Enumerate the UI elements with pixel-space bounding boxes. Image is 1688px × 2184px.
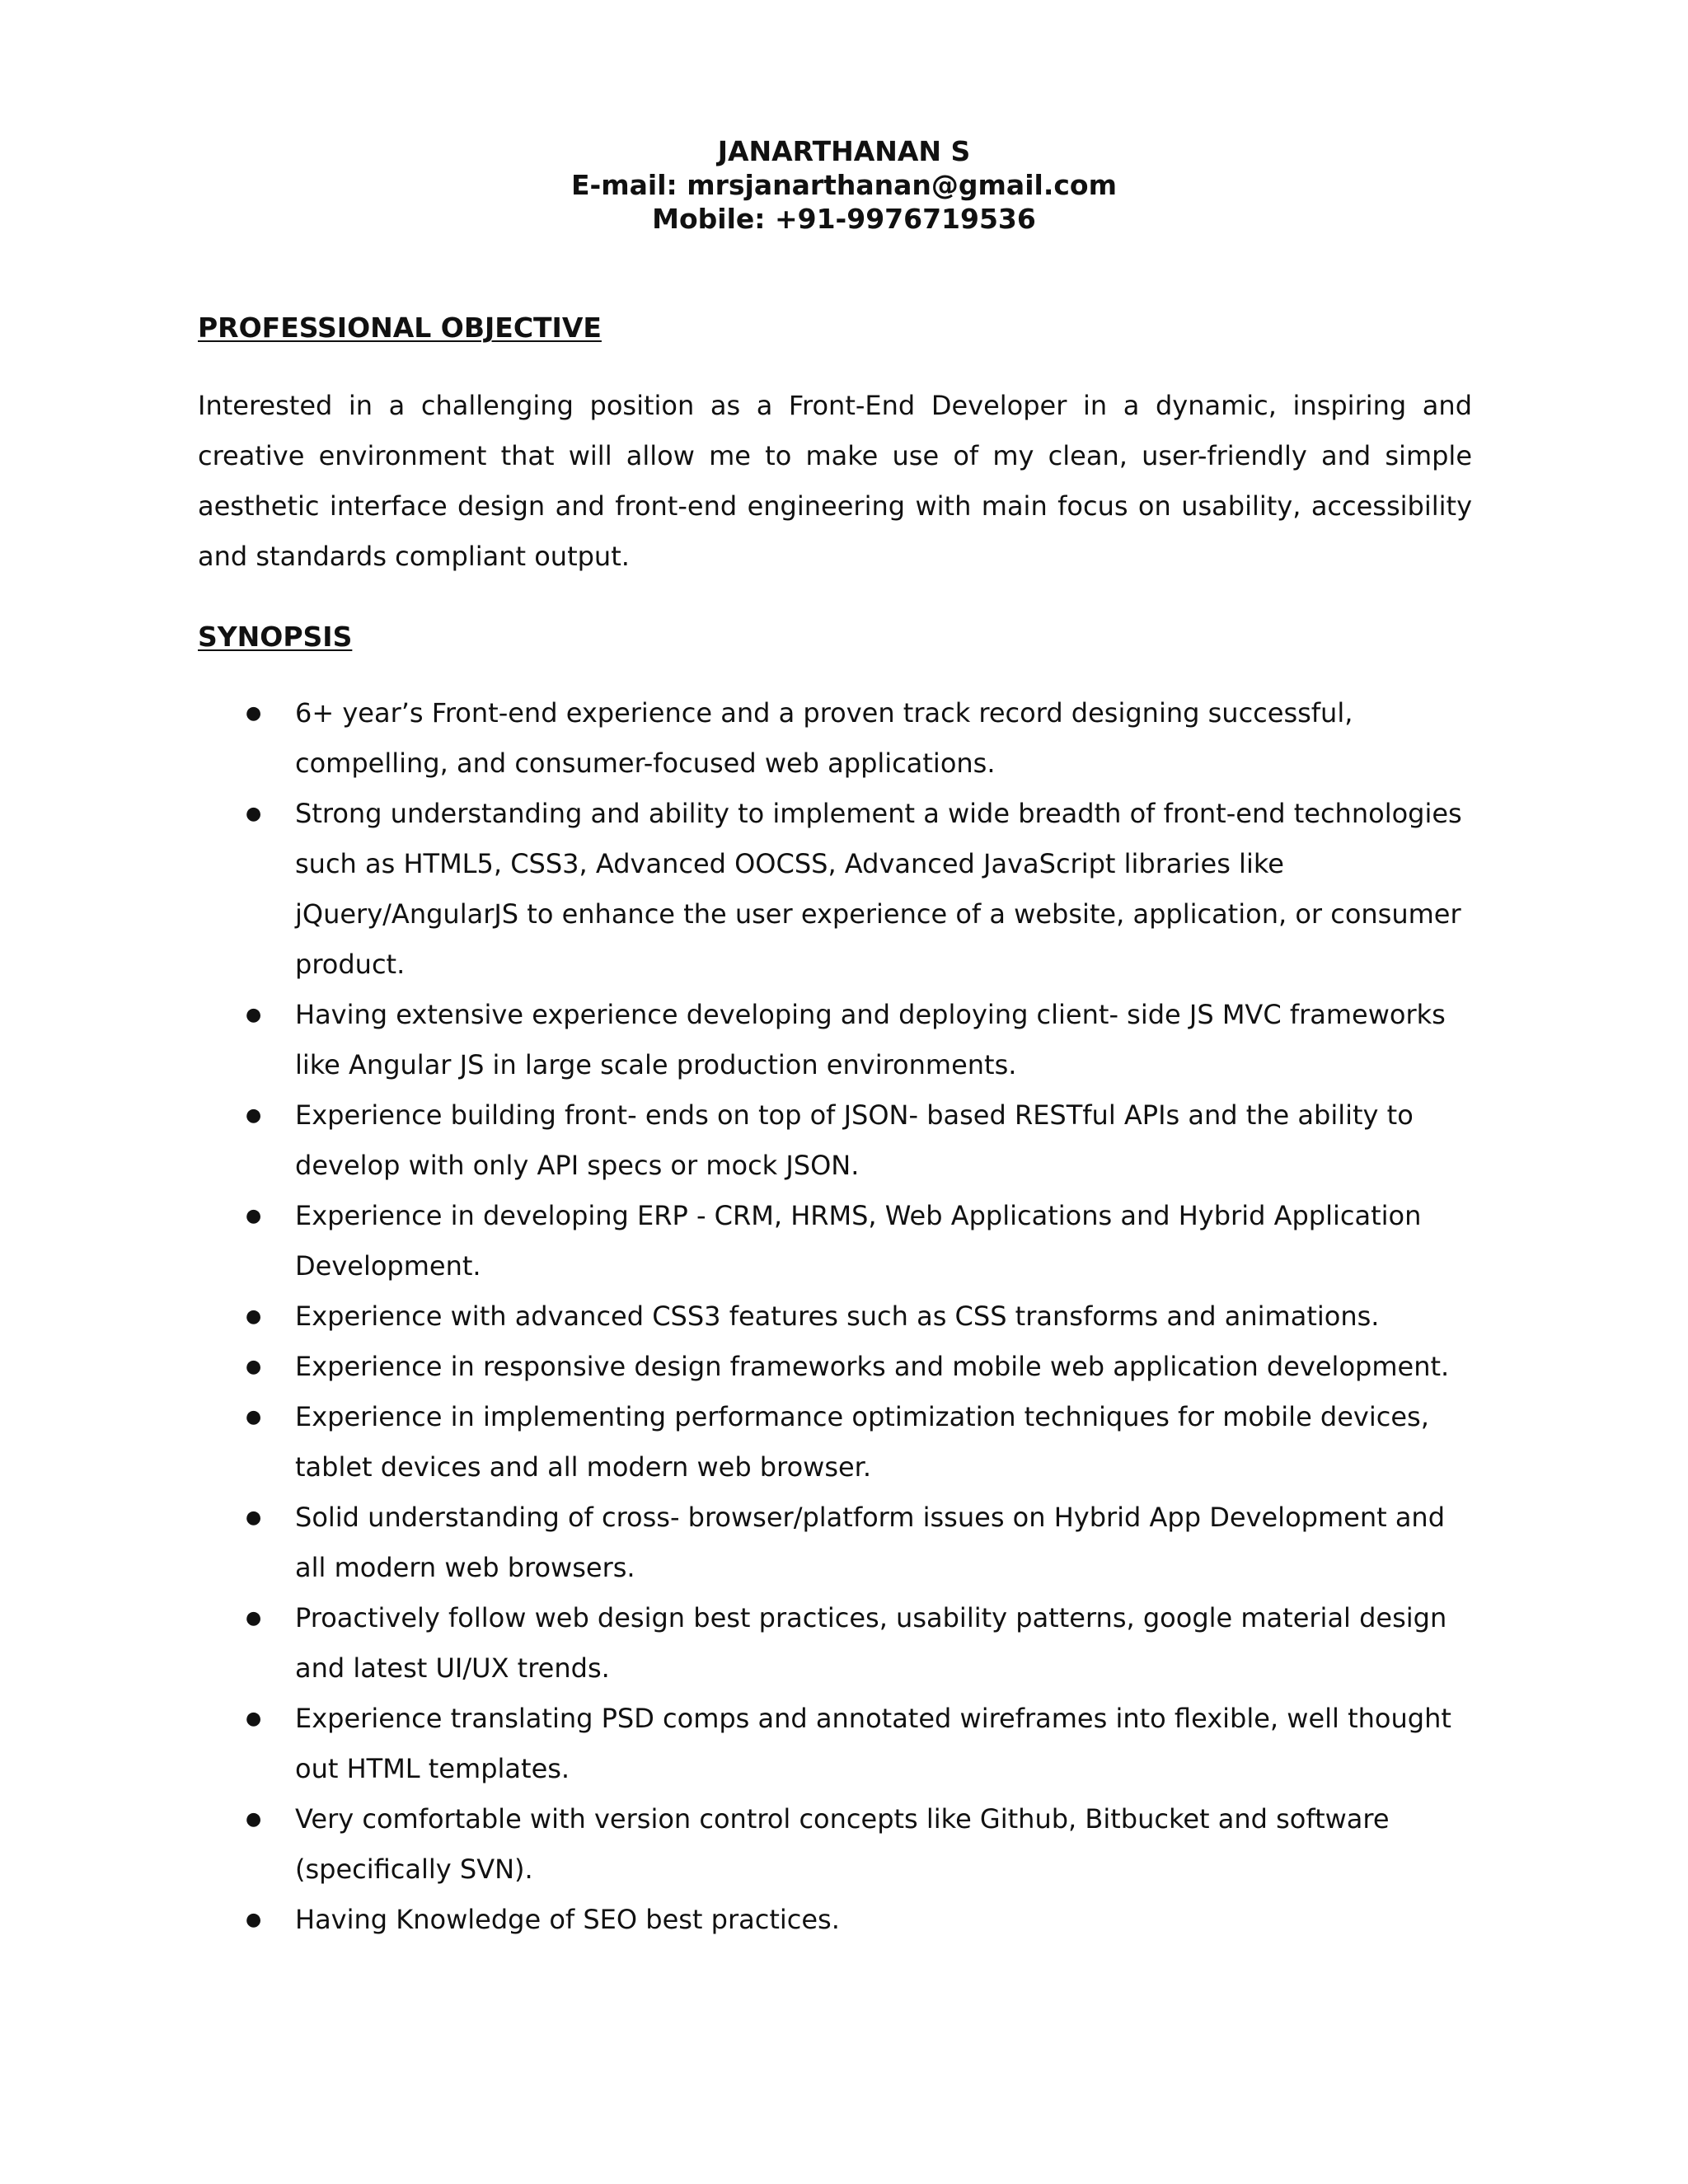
objective-heading: PROFESSIONAL OBJECTIVE xyxy=(198,312,602,344)
list-item-text: Strong understanding and ability to implement a wide breadth of front-end technologies such as HTML5, CSS3, Advanced OOCSS, Advanced JavaScript libraries like jQuery/AngularJS to enhance the user experience of a website, application, or consumer product. xyxy=(295,798,1462,980)
list-item-text: Solid understanding of cross- browser/platform issues on Hybrid App Development and all modern web browsers. xyxy=(295,1502,1446,1583)
list-item-text: Proactively follow web design best practices, usability patterns, google material design and latest UI/UX trends. xyxy=(295,1602,1447,1684)
bullet-icon: ● xyxy=(246,1105,262,1126)
bullet-icon: ● xyxy=(246,1507,262,1528)
list-item xyxy=(198,1794,1484,1895)
objective-text: Interested in a challenging position as a Front-End Developer in a dynamic, inspiring and creative environment that will allow me to make use of my clean, user-friendly and simple aesthetic interface design and front-end engineering with main focus on usability, accessibility and standards compliant output. xyxy=(198,390,1472,572)
bullet-icon: ● xyxy=(246,1708,262,1729)
list-item-text: Very comfortable with version control concepts like Github, Bitbucket and software (specifically SVN). xyxy=(295,1803,1390,1885)
list-item xyxy=(198,990,1484,1090)
mobile-line: Mobile: +91-9976719536 xyxy=(652,203,1036,235)
list-item xyxy=(198,1895,1484,1945)
bullet-icon: ● xyxy=(246,804,262,824)
list-item-text: Experience building front- ends on top of JSON- based RESTful APIs and the ability to develop with only API specs or mock JSON. xyxy=(295,1099,1414,1181)
bullet-icon: ● xyxy=(246,1910,262,1930)
list-item xyxy=(198,1493,1484,1593)
list-item-text: 6+ year’s Front-end experience and a proven track record designing successful, compelling, and consumer-focused web applications. xyxy=(295,697,1353,779)
list-item-text: Experience in implementing performance optimization techniques for mobile devices, tablet devices and all modern web browser. xyxy=(295,1401,1429,1483)
list-item xyxy=(198,1593,1484,1694)
list-item-text: Experience translating PSD comps and annotated wireframes into flexible, well thought out HTML templates. xyxy=(295,1703,1451,1784)
list-item-text: Experience in responsive design frameworks and mobile web application development. xyxy=(295,1351,1450,1382)
list-item xyxy=(198,1291,1484,1342)
email-line: E-mail: mrsjanarthanan@gmail.com xyxy=(571,169,1117,201)
bullet-icon: ● xyxy=(246,1005,262,1025)
bullet-icon: ● xyxy=(246,1306,262,1327)
synopsis-heading: SYNOPSIS xyxy=(198,621,353,653)
bullet-icon: ● xyxy=(246,1407,262,1427)
bullet-icon: ● xyxy=(246,1809,262,1830)
list-item xyxy=(198,1342,1484,1392)
synopsis-list xyxy=(198,688,1484,1945)
resume-header xyxy=(0,134,1688,236)
list-item xyxy=(198,1392,1484,1493)
list-item xyxy=(198,1191,1484,1291)
bullet-icon: ● xyxy=(246,1608,262,1629)
bullet-icon: ● xyxy=(246,1357,262,1377)
candidate-name: JANARTHANAN S xyxy=(717,135,971,167)
bullet-icon: ● xyxy=(246,703,262,724)
list-item xyxy=(198,688,1484,789)
list-item-text: Having extensive experience developing and deploying client- side JS MVC frameworks like Angular JS in large scale production environments. xyxy=(295,999,1446,1080)
list-item xyxy=(198,1694,1484,1794)
list-item xyxy=(198,1090,1484,1191)
list-item-text: Having Knowledge of SEO best practices. xyxy=(295,1904,840,1935)
bullet-icon: ● xyxy=(246,1206,262,1226)
list-item-text: Experience with advanced CSS3 features such as CSS transforms and animations. xyxy=(295,1301,1380,1332)
list-item xyxy=(198,789,1484,990)
list-item-text: Experience in developing ERP - CRM, HRMS, Web Applications and Hybrid Application Development. xyxy=(295,1200,1422,1282)
